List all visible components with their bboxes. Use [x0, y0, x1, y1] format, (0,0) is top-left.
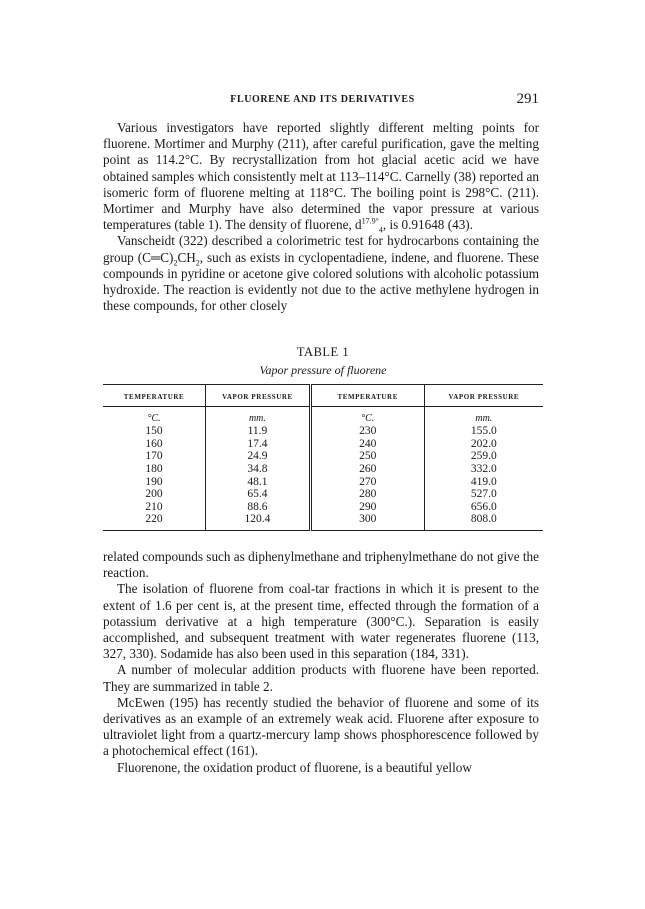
- header-temperature: TEMPERATURE: [103, 385, 206, 407]
- table-header-row: [103, 385, 543, 407]
- density-subscript: 4: [378, 225, 383, 235]
- paragraph-fluorenone: Fluorenone, the oxidation product of fluorene, is a beautiful yellow: [117, 759, 472, 775]
- unit-cell: °C.: [310, 407, 424, 426]
- table-cell: 65.4: [206, 488, 311, 501]
- table-cell: 808.0: [424, 513, 543, 530]
- table-cell: 24.9: [206, 450, 311, 463]
- table-cell: 260: [310, 463, 424, 476]
- table-cell: 300: [310, 513, 424, 530]
- header-temperature: TEMPERATURE: [310, 385, 424, 407]
- table-row: [103, 463, 543, 476]
- table-cell: 332.0: [424, 463, 543, 476]
- table-row: [103, 501, 543, 514]
- table-cell: 419.0: [424, 475, 543, 488]
- paragraph-continuation: related compounds such as diphenylmethane and triphenylmethane do not give the reaction.: [103, 549, 539, 581]
- paragraph-isolation: The isolation of fluorene from coal-tar fractions in which it is present to the extent of 1.6 per cent is, at the present time, effected through the formation of a potassium derivative at a high temperature (300°C.). Separation is easily accomplished, and subsequent treatment with water regenerates fluorene (113, 327, 330). Sodamide has also been used in this separation (184, 331).: [103, 581, 539, 662]
- table-cell: 230: [310, 425, 424, 438]
- table-body: [103, 407, 543, 531]
- unit-cell: mm.: [206, 407, 311, 426]
- paragraph-text: , such as exists in cyclopentadiene, indene, and fluorene. These compounds in pyridine or acetone give colored solutions with alcoholic potassium hydroxide. The reaction is evidently not due to the active methylene hydrogen in these compounds, for other closely: [103, 249, 539, 314]
- paragraph-text: , is 0.91648 (43).: [382, 217, 473, 233]
- table-cell: 220: [145, 513, 163, 526]
- table-cell: 210: [145, 500, 163, 513]
- table-cell: 250: [310, 450, 424, 463]
- vapor-pressure-table-block: [103, 345, 543, 531]
- running-title: FLUORENE AND ITS DERIVATIVES: [230, 94, 415, 105]
- running-header: [0, 91, 645, 110]
- table-row: [103, 425, 543, 438]
- table-cell: 202.0: [424, 438, 543, 451]
- body-text-bottom: [103, 549, 539, 776]
- table-cell: 150: [145, 425, 163, 438]
- table-cell: 270: [310, 475, 424, 488]
- table-cell: 200: [145, 488, 163, 501]
- table-cell: 120.4: [206, 513, 311, 530]
- table-cell: 190: [145, 475, 163, 488]
- table-cell: 170: [145, 450, 163, 463]
- table-cell: 155.0: [424, 425, 543, 438]
- table-cell: 160: [145, 437, 163, 450]
- table-cell: 527.0: [424, 488, 543, 501]
- body-text-top: [103, 120, 539, 314]
- unit-cell: mm.: [424, 407, 543, 426]
- table-row: [103, 488, 543, 501]
- paragraph-text: CH: [177, 249, 196, 265]
- formula-subscript: 2: [195, 258, 200, 268]
- header-vapor-pressure: VAPOR PRESSURE: [424, 385, 543, 407]
- unit-cell: °C.: [147, 412, 161, 424]
- table-cell: 290: [310, 501, 424, 514]
- table-cell: 11.9: [206, 425, 311, 438]
- table-row: [103, 438, 543, 451]
- table-cell: 180: [145, 463, 163, 476]
- paragraph-text: Vanscheidt (322) described a colorimetric test for hydrocarbons containing the group (C═C): [103, 233, 539, 265]
- table-cell: 48.1: [206, 475, 311, 488]
- table-row: [103, 513, 543, 530]
- paragraph-melting-points: [103, 120, 539, 233]
- paragraph-colorimetric-test: [103, 233, 539, 314]
- table-cell: 17.4: [206, 438, 311, 451]
- page-number: 291: [516, 91, 539, 107]
- table-caption: Vapor pressure of fluorene: [259, 363, 387, 377]
- vapor-pressure-table: [103, 384, 543, 531]
- formula-subscript: 2: [173, 258, 178, 268]
- table-row: [103, 450, 543, 463]
- table-cell: 280: [310, 488, 424, 501]
- table-cell: 240: [310, 438, 424, 451]
- header-vapor-pressure: VAPOR PRESSURE: [206, 385, 311, 407]
- table-cell: 34.8: [206, 463, 311, 476]
- paragraph-weak-acid: McEwen (195) has recently studied the behavior of fluorene and some of its derivatives as an example of an extremely weak acid. Fluorene after exposure to ultraviolet light from a quartz-mercury lamp shows phosphorescence followed by a photochemical effect (161).: [103, 694, 539, 759]
- table-unit-row: [103, 407, 543, 426]
- table-label: TABLE 1: [296, 345, 350, 359]
- table-row: [103, 475, 543, 488]
- table-cell: 259.0: [424, 450, 543, 463]
- paragraph-addition-products: A number of molecular addition products with fluorene have been reported. They are summarized in table 2.: [103, 662, 539, 694]
- paragraph-text: Various investigators have reported slightly different melting points for fluorene. Mortimer and Murphy (211), after careful purification, gave the melting point as 114.2°C. By recrystallization from hot glacial acetic acid we have obtained samples which consistently melt at 113–114°C. Carnelly (38) reported an isomeric form of fluorene melting at 118°C. The boiling point is 298°C. (211). Mortimer and Murphy have also determined the vapor pressure at various temperatures (table 1). The density of fluorene, d: [103, 120, 539, 233]
- table-cell: 88.6: [206, 501, 311, 514]
- table-cell: 656.0: [424, 501, 543, 514]
- density-superscript: 17.9°: [361, 216, 379, 226]
